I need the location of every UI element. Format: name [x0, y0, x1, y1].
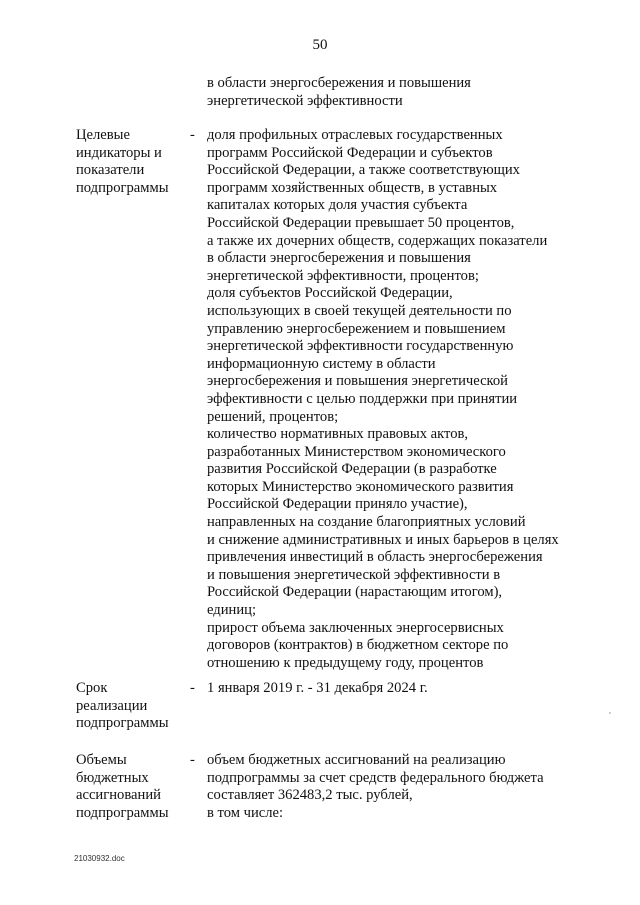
text-line: направленных на создание благоприятных условий [207, 514, 526, 531]
section-dash: - [190, 680, 195, 696]
text-line: в области энергосбережения и повышения [207, 250, 471, 267]
text-line: решений, процентов; [207, 408, 339, 425]
footer-doc-name: 21030932.doc [74, 854, 125, 863]
text-line: и снижение административных и иных барьеров в целях [207, 531, 559, 548]
label-line: показатели [76, 162, 145, 179]
text-line: разработанных Министерством экономического [207, 443, 506, 460]
label-line: индикаторы и [76, 144, 162, 161]
text-line: Российской Федерации (нарастающим итогом), [207, 584, 503, 601]
section-label [76, 680, 186, 733]
text-line: программ хозяйственных обществ, в уставных [207, 179, 498, 196]
label-line: Объемы [76, 752, 127, 768]
text-line: подпрограммы за счет средств федерального бюджета [207, 769, 544, 786]
text-line: энергетической эффективности [207, 92, 403, 109]
text-line: информационную систему в области [207, 355, 436, 372]
page-number: 50 [312, 37, 328, 53]
label-line: подпрограммы [76, 804, 169, 821]
text-line: составляет 362483,2 тыс. рублей, [207, 787, 413, 804]
text-line: прирост объема заключенных энергосервисных [207, 619, 504, 636]
text-line: 1 января 2019 г. - 31 декабря 2024 г. [207, 680, 428, 696]
label-line: Срок [76, 680, 108, 696]
text-line: отношению к предыдущему году, процентов [207, 654, 484, 671]
section-label [76, 127, 186, 197]
text-line: которых Министерство экономического развития [207, 478, 514, 495]
text-line: объем бюджетных ассигнований на реализацию [207, 752, 506, 768]
text-line: и повышения энергетической эффективности в [207, 566, 501, 583]
text-line: развития Российской Федерации (в разработке [207, 461, 497, 478]
section-body [207, 680, 587, 698]
text-line: программ Российской Федерации и субъектов [207, 144, 493, 161]
label-line: бюджетных [76, 769, 149, 786]
text-line: эффективности с целью поддержки при принятии [207, 390, 518, 407]
text-line: а также их дочерних обществ, содержащих показатели [207, 232, 548, 249]
label-line: ассигнований [76, 787, 161, 804]
text-line: энергетической эффективности, процентов; [207, 267, 479, 284]
section-dash: - [190, 127, 195, 143]
text-line: управлению энергосбережением и повышением [207, 320, 506, 337]
intro-text [207, 75, 587, 110]
text-line: использующих в своей текущей деятельности по [207, 302, 512, 319]
text-line: доля профильных отраслевых государственных [207, 127, 503, 143]
label-line: подпрограммы [76, 715, 169, 732]
section-dash: - [190, 752, 195, 768]
text-line: в том числе: [207, 804, 284, 821]
text-line: Российской Федерации, а также соответствующих [207, 162, 520, 179]
label-line: Целевые [76, 127, 130, 143]
label-line: подпрограммы [76, 179, 169, 196]
scan-speck [609, 712, 611, 714]
text-line: привлечения инвестиций в область энергосбережения [207, 549, 543, 566]
text-line: количество нормативных правовых актов, [207, 426, 469, 443]
text-line: энергетической эффективности государственную [207, 338, 514, 355]
text-line: договоров (контрактов) в бюджетном секторе по [207, 637, 509, 654]
section-body [207, 752, 587, 822]
text-line: в области энергосбережения и повышения [207, 75, 471, 91]
section-body [207, 127, 607, 672]
text-line: доля субъектов Российской Федерации, [207, 285, 453, 302]
text-line: Российской Федерации приняло участие), [207, 496, 468, 513]
text-line: энергосбережения и повышения энергетической [207, 373, 508, 390]
label-line: реализации [76, 697, 148, 714]
text-line: капиталах которых доля участия субъекта [207, 197, 468, 214]
section-label [76, 752, 186, 822]
text-line: Российской Федерации превышает 50 процентов, [207, 214, 515, 231]
text-line: единиц; [207, 602, 257, 619]
